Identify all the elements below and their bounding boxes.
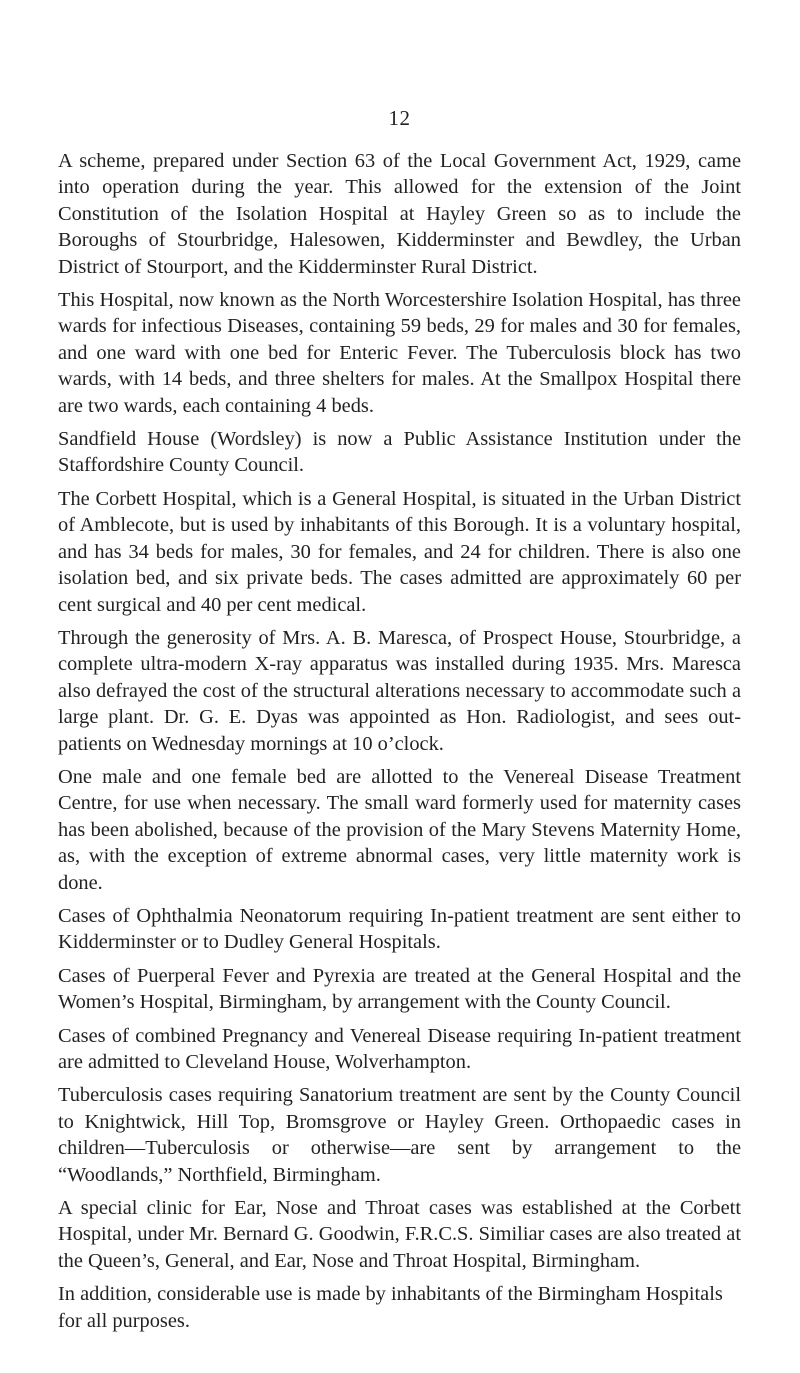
paragraph-venereal-disease-centre: One male and one female bed are allotted to the Venereal Disease Treatment Centre, for use when necessary. The small ward formerly used for maternity cases has been abolished, because of the provision of the Mary Stevens Maternity Home, as, with the exception of extreme abnormal cases, very little maternity work is done.: [58, 765, 741, 894]
document-body: [58, 148, 741, 1341]
paragraph-corbett-hospital: The Corbett Hospital, which is a General Hospital, is situated in the Urban District of Amblecote, but is used by inhabitants of this Borough. It is a voluntary hospital, and has 34 beds for males, 30 for females, and 24 for children. There is also one isolation bed, and six private beds. The cases admitted are approximately 60 per cent surgical and 40 per cent medical.: [58, 487, 741, 616]
paragraph-tuberculosis-sanatorium: Tuberculosis cases requiring Sanatorium treatment are sent by the County Council to Knightwick, Hill Top, Bromsgrove or Hayley Green. Orthopaedic cases in children—Tuberculosis or otherwise—are sent by arrangement to the “Woodlands,” Northfield, Birmingham.: [58, 1084, 741, 1186]
paragraph-x-ray-apparatus: Through the generosity of Mrs. A. B. Maresca, of Prospect House, Stourbridge, a complete ultra-modern X-ray apparatus was installed during 1935. Mrs. Maresca also defrayed the cost of the structural alterations necessary to accommodate such a large plant. Dr. G. E. Dyas was appointed as Hon. Radiologist, and sees out-patients on Wednesday mornings at 10 o’clock.: [58, 626, 741, 755]
paragraph-isolation-hospital: This Hospital, now known as the North Worcestershire Isolation Hospital, has three wards for infectious Diseases, containing 59 beds, 29 for males and 30 for females, and one ward with one bed for Enteric Fever. The Tuberculosis block has two wards, with 14 beds, and three shelters for males. At the Smallpox Hospital there are two wards, each containing 4 beds.: [58, 289, 741, 417]
paragraph-ophthalmia-neonatorum: Cases of Ophthalmia Neonatorum requiring In-patient treatment are sent either to Kidderminster or to Dudley General Hospitals.: [58, 904, 741, 954]
paragraph-birmingham-hospitals: In addition, considerable use is made by inhabitants of the Birmingham Hospitals for all purposes.: [58, 1283, 723, 1332]
paragraph-puerperal-fever: Cases of Puerperal Fever and Pyrexia are treated at the General Hospital and the Women’s Hospital, Birmingham, by arrangement with the County Council.: [58, 964, 741, 1014]
paragraph-sandfield-house: Sandfield House (Wordsley) is now a Public Assistance Institution under the Staffordshire County Council.: [58, 428, 741, 477]
paragraph-local-government-scheme: A scheme, prepared under Section 63 of the Local Government Act, 1929, came into operation during the year. This allowed for the extension of the Joint Constitution of the Isolation Hospital at Hayley Green so as to include the Boroughs of Stourbridge, Halesowen, Kidderminster and Bewdley, the Urban District of Stourport, and the Kidderminster Rural District.: [58, 150, 741, 278]
paragraph-pregnancy-venereal: Cases of combined Pregnancy and Venereal Disease requiring In-patient treatment are admitted to Cleveland House, Wolverhampton.: [58, 1024, 741, 1073]
paragraph-ent-clinic: A special clinic for Ear, Nose and Throat cases was established at the Corbett Hospital, under Mr. Bernard G. Goodwin, F.R.C.S. Similiar cases are also treated at the Queen’s, General, and Ear, Nose and Throat Hospital, Birmingham.: [58, 1197, 741, 1272]
page-number: 12: [388, 106, 411, 130]
